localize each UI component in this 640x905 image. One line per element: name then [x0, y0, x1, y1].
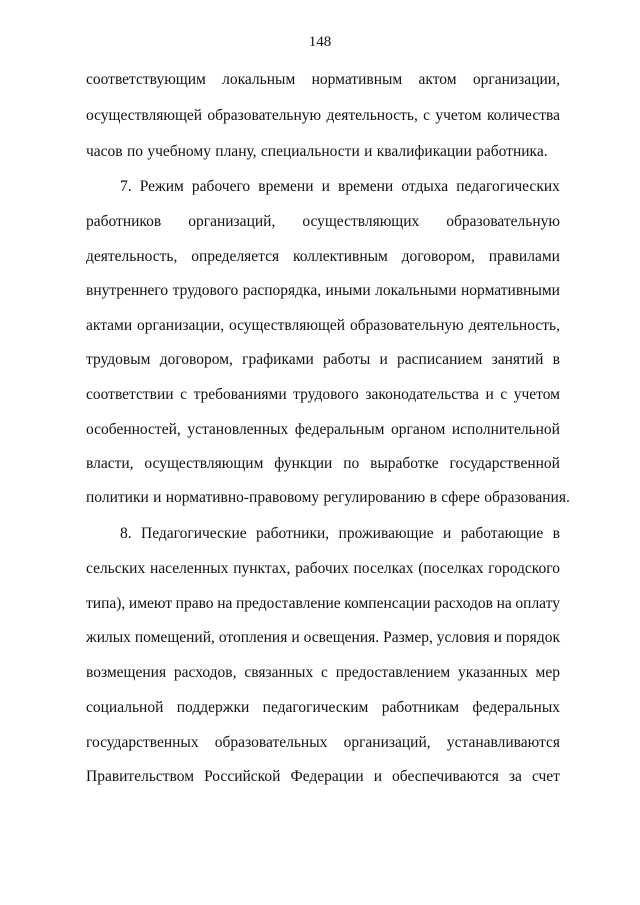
word: помещений,: [134, 629, 215, 646]
word: жилых: [86, 629, 131, 646]
word: регулированию: [323, 489, 426, 506]
word: государственных: [86, 734, 199, 751]
word: счет: [531, 768, 560, 785]
word: связанных: [244, 664, 314, 681]
word: образовательную: [207, 107, 322, 124]
text-line: [86, 106, 560, 126]
word: организации,: [472, 71, 560, 88]
text-line: [86, 663, 560, 683]
word: и: [485, 386, 494, 403]
word: за: [508, 768, 522, 785]
word: имеют: [128, 595, 173, 612]
word: работы: [323, 351, 371, 368]
text-line: [86, 420, 560, 440]
word: предоставление: [236, 595, 341, 612]
word: особенностей,: [86, 421, 181, 438]
word: учетом: [513, 386, 560, 403]
word: оплату: [515, 595, 560, 612]
word: занятий: [491, 351, 544, 368]
word: с: [321, 664, 328, 681]
word: расписанием: [397, 351, 483, 368]
word: нормативным: [311, 71, 403, 88]
word: право: [175, 595, 214, 612]
word: осуществляющей: [86, 107, 203, 124]
word: осуществляющей: [229, 317, 346, 334]
word: в: [552, 525, 560, 542]
word: государственной: [449, 455, 560, 472]
text-line: [86, 559, 560, 579]
word: договором,: [159, 351, 233, 368]
word: 8.: [120, 525, 132, 542]
word: образования.: [484, 489, 570, 506]
word: расходов: [434, 595, 493, 612]
word: квалификации: [376, 143, 472, 160]
word: выработке: [370, 455, 439, 472]
paragraph-7-first-line: [120, 177, 560, 197]
word: в: [429, 489, 437, 506]
word: Российской: [204, 768, 281, 785]
text-line: [86, 350, 560, 370]
word: и: [291, 629, 300, 646]
word: Размер,: [383, 629, 433, 646]
word: условия: [436, 629, 490, 646]
word: предоставлением: [335, 664, 451, 681]
word: Федерации: [290, 768, 364, 785]
text-line: [86, 142, 560, 162]
word: образовательную: [349, 317, 464, 334]
text-line: [86, 247, 560, 267]
word: актами: [86, 317, 133, 334]
word: нормативно-правовому: [165, 489, 320, 506]
word: сельских: [86, 560, 146, 577]
word: федеральным: [294, 421, 385, 438]
word: определяется: [191, 248, 280, 265]
word: исполнительной: [451, 421, 560, 438]
word: (поселках: [418, 560, 484, 577]
word: поддержки: [176, 699, 250, 716]
word: осуществляющим: [144, 455, 264, 472]
word: порядок: [505, 629, 560, 646]
word: сфере: [441, 489, 480, 506]
word: установленных: [187, 421, 289, 438]
word: трудового: [172, 282, 239, 299]
word: работника.: [476, 143, 548, 160]
word: педагогических: [456, 178, 560, 195]
word: графиками: [242, 351, 314, 368]
word: компенсации: [344, 595, 431, 612]
word: расходов,: [173, 664, 237, 681]
word: количества: [486, 107, 560, 124]
word: поселках: [353, 560, 414, 577]
word: и: [153, 489, 162, 506]
word: мер: [535, 664, 560, 681]
word: Режим: [139, 178, 184, 195]
word: соответствии: [86, 386, 174, 403]
word: законодательства: [365, 386, 479, 403]
word: образовательных: [214, 734, 328, 751]
word: и: [443, 525, 452, 542]
word: проживающие: [338, 525, 434, 542]
word: по: [126, 143, 143, 160]
paragraph-8-first-line: [120, 524, 560, 544]
text-line: [86, 733, 560, 753]
word: работникам: [381, 699, 460, 716]
word: с: [180, 386, 188, 403]
word: актом: [418, 71, 457, 88]
word: и: [493, 629, 502, 646]
word: времени: [338, 178, 394, 195]
word: образовательную: [446, 213, 560, 230]
word: Педагогические: [141, 525, 247, 542]
word: рабочих: [295, 560, 349, 577]
word: времени: [258, 178, 314, 195]
word: политики: [86, 489, 149, 506]
word: плану,: [215, 143, 257, 160]
text-line: [86, 628, 560, 648]
word: внутреннего: [86, 282, 169, 299]
text-line: [86, 488, 570, 508]
word: пунктах,: [233, 560, 291, 577]
word: отдыха: [401, 178, 449, 195]
word: правилами: [488, 248, 560, 265]
word: педагогическим: [262, 699, 369, 716]
word: учебному: [147, 143, 211, 160]
text-line: [86, 698, 560, 718]
word: населенных: [149, 560, 229, 577]
word: учетом: [435, 107, 482, 124]
word: организаций,: [188, 213, 276, 230]
word: освещения.: [303, 629, 380, 646]
word: устанавливаются: [446, 734, 560, 751]
word: типа),: [86, 595, 126, 612]
word: органом: [390, 421, 446, 438]
word: организаций,: [343, 734, 431, 751]
word: социальной: [86, 699, 164, 716]
word: рабочего: [191, 178, 251, 195]
word: работники,: [256, 525, 330, 542]
word: специальности: [260, 143, 360, 160]
word: осуществляющих: [302, 213, 420, 230]
text-line: [86, 594, 560, 614]
word: локальными: [375, 282, 457, 299]
word: работающие: [460, 525, 544, 542]
text-line: [86, 385, 560, 405]
word: с: [423, 107, 431, 124]
word: в: [552, 351, 560, 368]
word: распорядка,: [242, 282, 322, 299]
word: работников: [86, 213, 162, 230]
word: организации,: [137, 317, 225, 334]
word: на: [217, 595, 233, 612]
text-line: [86, 454, 560, 474]
word: на: [496, 595, 512, 612]
text-line: [86, 281, 560, 301]
word: часов: [86, 143, 123, 160]
word: деятельность,: [86, 248, 178, 265]
word: локальным: [222, 71, 296, 88]
word: договором,: [401, 248, 475, 265]
word: иными: [325, 282, 371, 299]
word: с: [500, 386, 508, 403]
word: власти,: [86, 455, 134, 472]
word: требованиями: [193, 386, 287, 403]
word: возмещения: [86, 664, 167, 681]
word: указанных: [458, 664, 528, 681]
word: и: [364, 143, 373, 160]
word: федеральных: [472, 699, 560, 716]
word: нормативными: [461, 282, 560, 299]
word: городского: [488, 560, 560, 577]
word: функции: [274, 455, 333, 472]
word: трудового: [293, 386, 359, 403]
word: соответствующим: [86, 71, 206, 88]
word: и: [373, 768, 383, 785]
text-line: [86, 212, 560, 232]
word: коллективным: [292, 248, 388, 265]
word: деятельность,: [468, 317, 560, 334]
page-number: 148: [308, 34, 332, 50]
text-line: [86, 70, 560, 90]
word: трудовым: [86, 351, 151, 368]
word: Правительством: [86, 768, 195, 785]
word: по: [343, 455, 360, 472]
word: 7.: [120, 178, 132, 195]
text-line: [86, 767, 560, 787]
word: и: [379, 351, 388, 368]
word: и: [321, 178, 330, 195]
word: обеспечиваются: [392, 768, 499, 785]
word: деятельность,: [326, 107, 418, 124]
word: отопления: [218, 629, 288, 646]
text-line: [86, 316, 560, 336]
